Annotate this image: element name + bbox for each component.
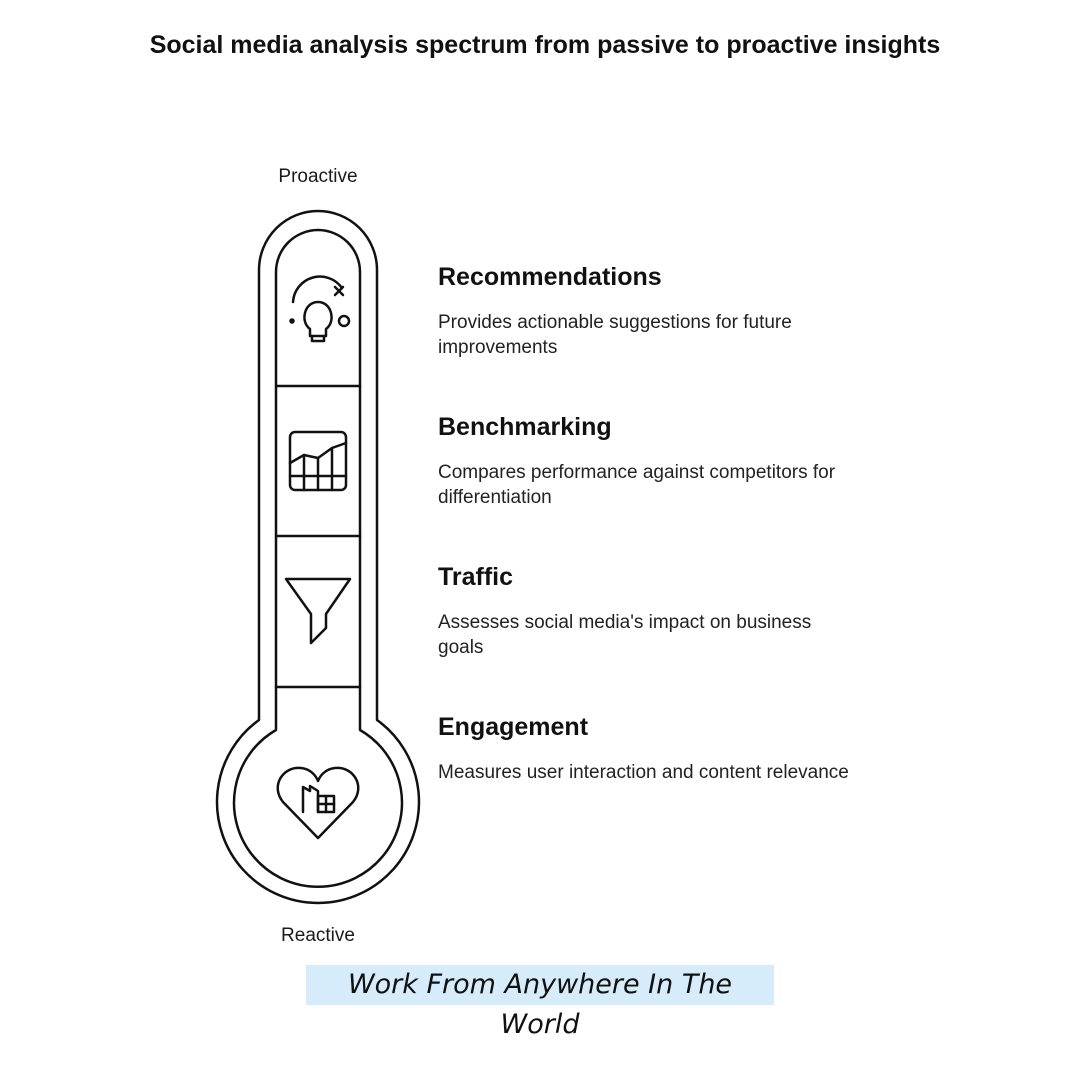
item-recommendations <box>438 262 858 360</box>
growth-chart-icon <box>290 432 346 490</box>
scale-bottom-label: Reactive <box>281 925 355 946</box>
item-description: Provides actionable suggestions for future improvements <box>438 312 792 358</box>
footer-banner: Work From Anywhere In The World <box>306 965 774 1005</box>
diagram-title: Social media analysis spectrum from passive to proactive insights <box>149 31 941 59</box>
item-heading: Recommendations <box>438 263 662 291</box>
item-benchmarking <box>438 412 858 510</box>
heart-icon <box>278 768 359 838</box>
item-description: Compares performance against competitors for differentiation <box>438 462 836 508</box>
item-engagement <box>438 712 858 785</box>
item-traffic <box>438 562 858 660</box>
lightbulb-icon <box>291 277 350 341</box>
item-heading: Engagement <box>438 713 589 741</box>
item-heading: Benchmarking <box>438 413 612 441</box>
item-heading: Traffic <box>438 563 514 591</box>
item-description: Assesses social media's impact on business goals <box>438 612 812 658</box>
item-description: Measures user interaction and content relevance <box>438 762 849 783</box>
funnel-icon <box>286 579 350 643</box>
scale-top-label: Proactive <box>278 166 358 187</box>
